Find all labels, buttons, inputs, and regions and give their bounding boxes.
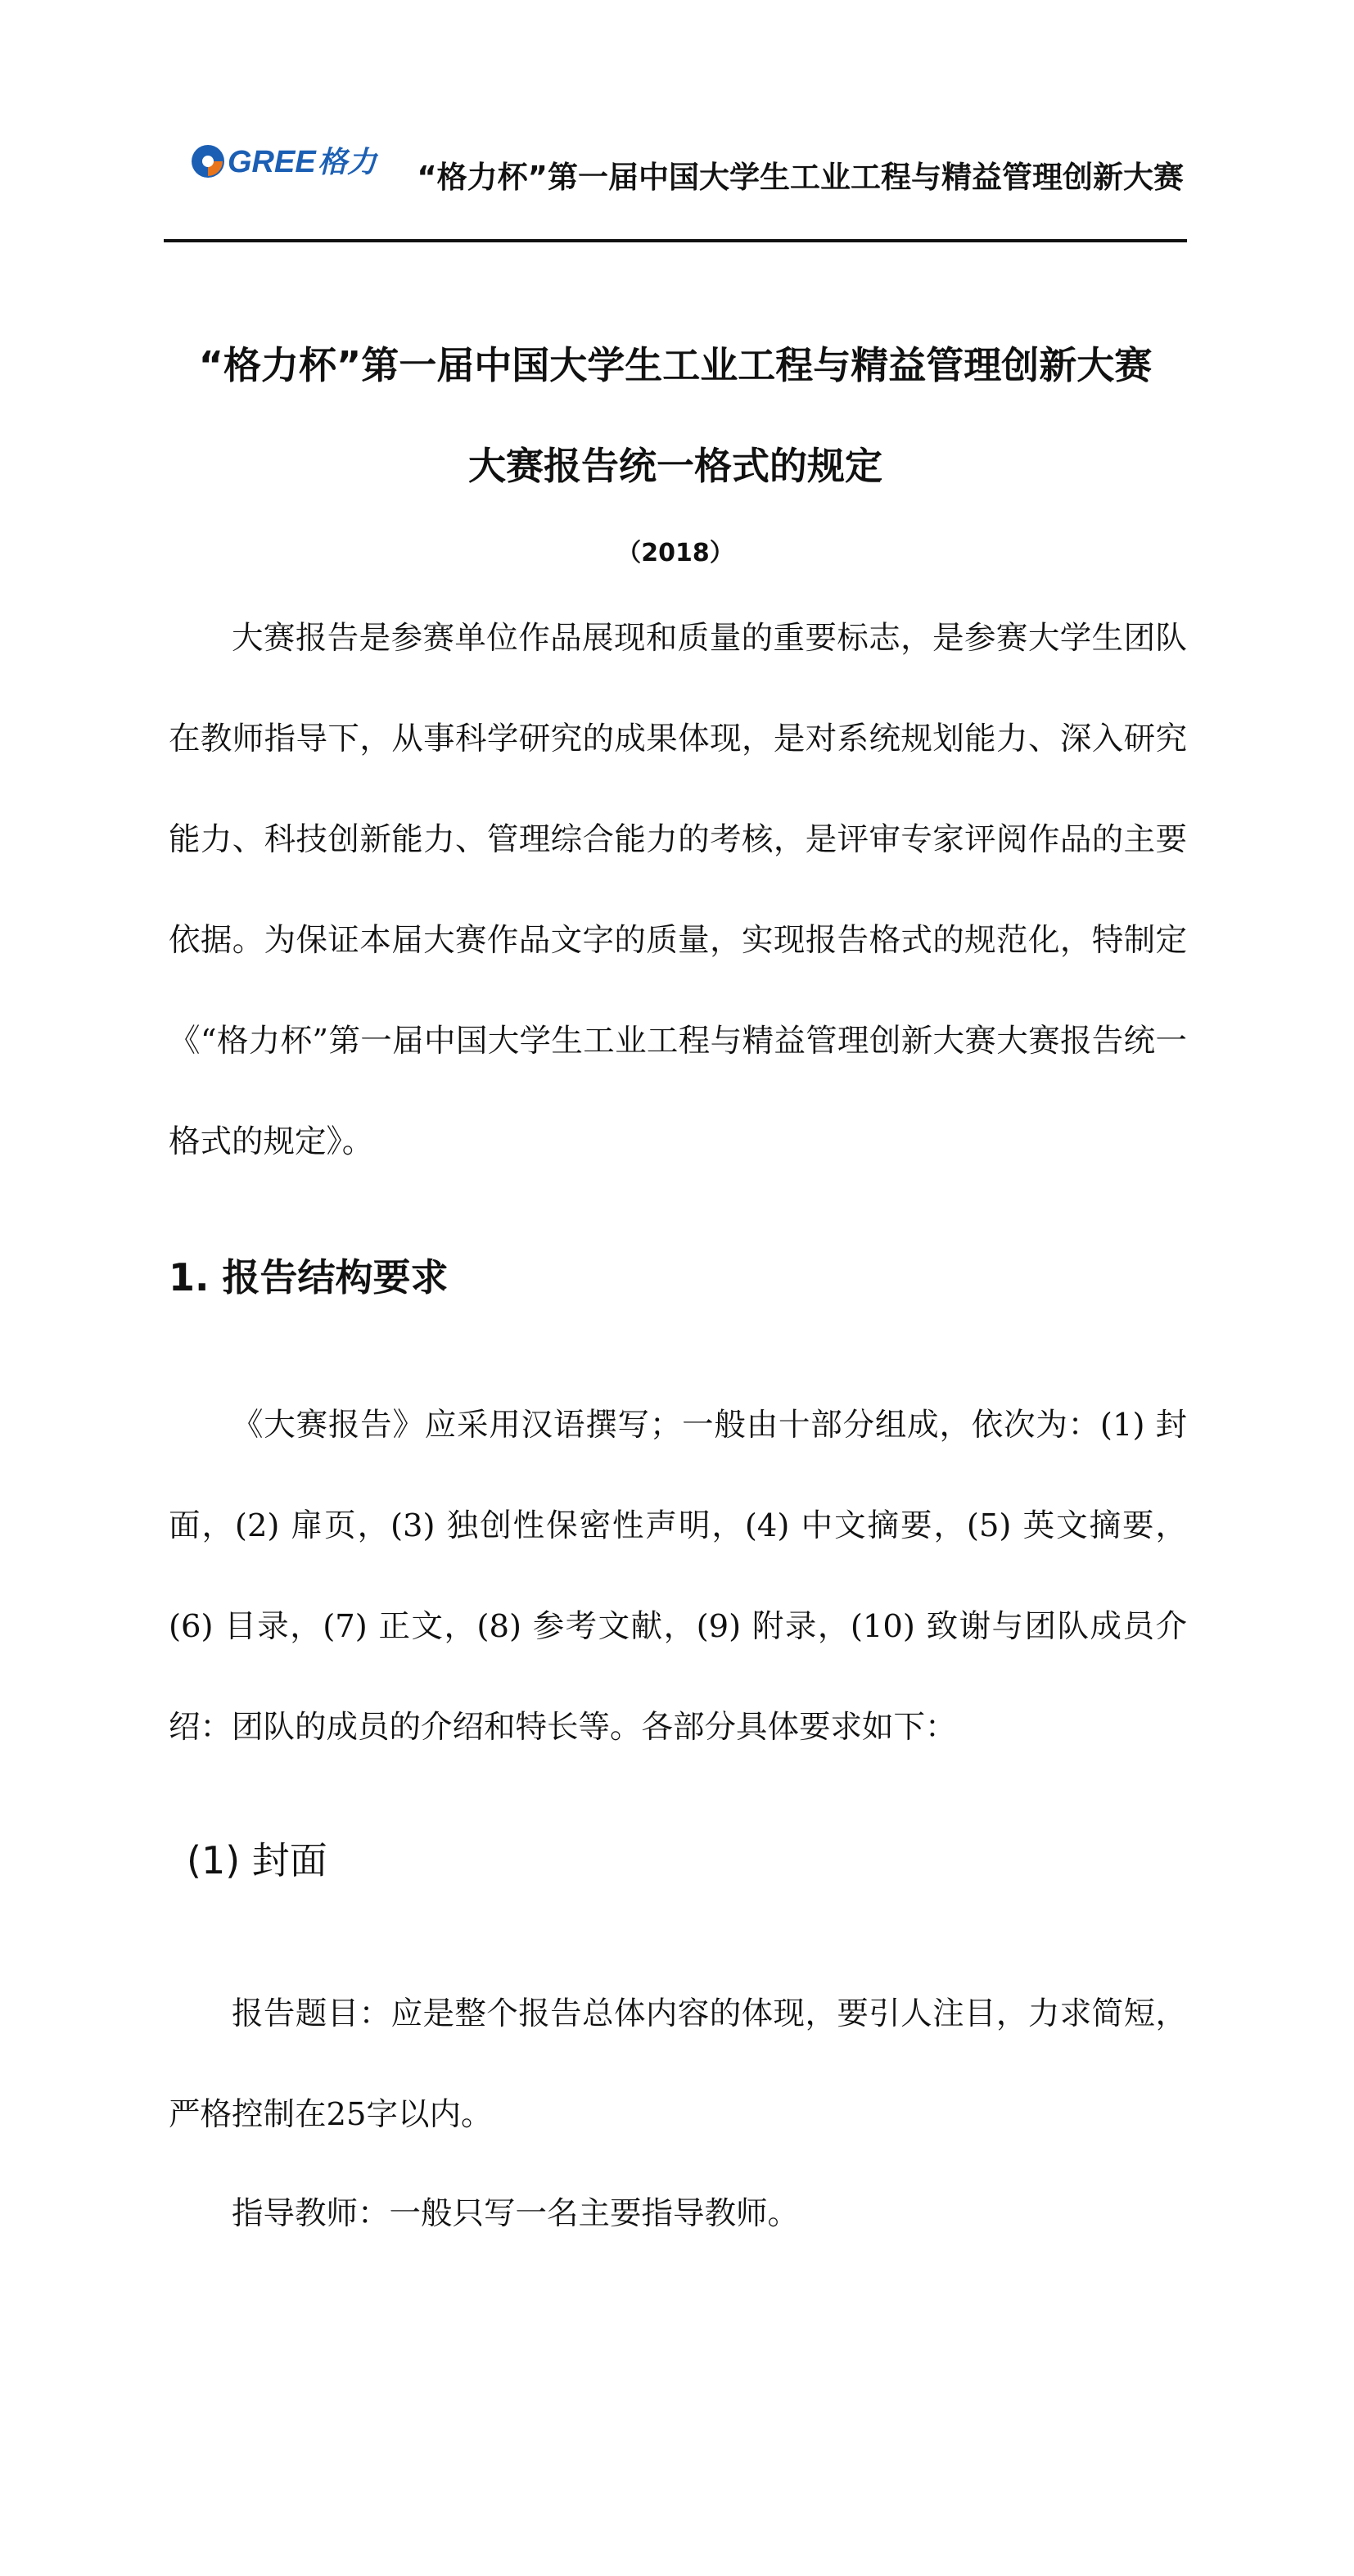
subsection-heading-cover: (1) 封面 (187, 1838, 327, 1882)
document-subtitle: 大赛报告统一格式的规定 (468, 444, 882, 488)
document-year: （2018） (616, 539, 734, 567)
gree-logo (187, 134, 399, 187)
section-heading-structure: 1. 报告结构要求 (169, 1255, 449, 1299)
svg-text:格力: 格力 (318, 146, 377, 179)
document-title: “格力杯”第一届中国大学生工业工程与精益管理创新大赛 (198, 343, 1153, 387)
svg-text:GREE: GREE (228, 145, 316, 179)
page-header (164, 123, 1187, 242)
cover-title-rule: 报告题目：应是整个报告总体内容的体现，要引人注目，力求简短，严格控制在25字以内。 (169, 1995, 1187, 2133)
header-title: “格力杯”第一届中国大学生工业工程与精益管理创新大赛 (417, 160, 1184, 195)
structure-paragraph: 《大赛报告》应采用汉语撰写；一般由十部分组成，依次为：(1) 封面，(2) 扉页，(3) 独创性保密性声明，(4) 中文摘要，(5) 英文摘要，(6) 目录，(7) 正文，(8) 参考文献，(9) 附录，(10) 致谢与团队成员介绍：团队的成员的介绍和特长等。各部分具体要求如下： (169, 1407, 1187, 1746)
intro-paragraph: 大赛报告是参赛单位作品展现和质量的重要标志，是参赛大学生团队在教师指导下，从事科学研究的成果体现，是对系统规划能力、深入研究能力、科技创新能力、管理综合能力的考核，是评审专家评阅作品的主要依据。为保证本届大赛作品文字的质量，实现报告格式的规范化，特制定《“格力杯”第一届中国大学生工业工程与精益管理创新大赛大赛报告统一格式的规定》。 (169, 620, 1187, 1160)
cover-advisor-rule: 指导教师：一般只写一名主要指导教师。 (232, 2195, 800, 2232)
